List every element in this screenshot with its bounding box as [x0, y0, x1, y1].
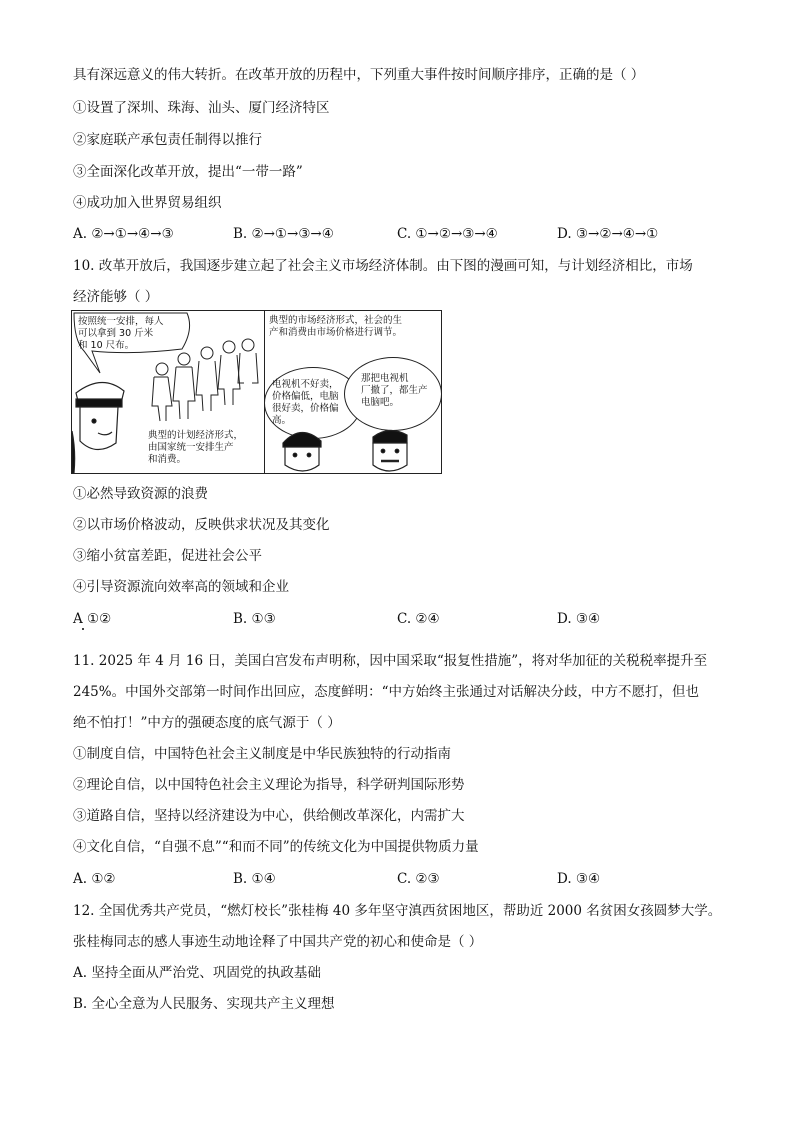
q9-option-d: D. ③→②→④→①: [557, 226, 659, 242]
q10-option-b: B. ①③: [233, 611, 276, 627]
q9-option-a: A. ②→①→④→③: [73, 226, 174, 242]
market-economy-illustration: [265, 423, 443, 473]
q10-option-c: C. ②④: [397, 611, 440, 627]
q12-stem-line2: 张桂梅同志的感人事迹生动地诠释了中国共产党的初心和使命是（ ）: [73, 934, 483, 950]
q10-option-a: A ①②: [73, 611, 112, 627]
q10-item-4: ④引导资源流向效率高的领域和企业: [73, 579, 289, 595]
q11-option-b: B. ①④: [233, 871, 276, 887]
q10-stem-line2: 经济能够（ ）: [73, 289, 159, 305]
q11-stem-line3: 绝不怕打！”中方的强硬态度的底气源于（ ）: [73, 715, 341, 731]
q10-item-3: ③缩小贫富差距，促进社会公平: [73, 548, 262, 564]
q12-option-b: B. 全心全意为人民服务、实现共产主义理想: [73, 996, 335, 1012]
q9-stem: 具有深远意义的伟大转折。在改革开放的历程中，下列重大事件按时间顺序排序，正确的是（ ）: [73, 67, 645, 83]
q11-item-3: ③道路自信，坚持以经济建设为中心，供给侧改革深化，内需扩大: [73, 808, 465, 824]
q10-item-2: ②以市场价格波动，反映供求状况及其变化: [73, 517, 330, 533]
q11-item-2: ②理论自信，以中国特色社会主义理论为指导，科学研判国际形势: [73, 777, 465, 793]
q11-stem-line2: 245%。中国外交部第一时间作出回应，态度鲜明：“中方始终主张通过对话解决分歧，中方不愿打，但也: [73, 684, 699, 700]
q9-item-3: ③全面深化改革开放，提出“一带一路”: [73, 164, 303, 180]
q10-stem-line1: 10. 改革开放后，我国逐步建立起了社会主义市场经济体制。由下图的漫画可知，与计划经济相比，市场: [73, 258, 693, 274]
q11-option-d: D. ③④: [557, 871, 601, 887]
q9-option-b: B. ②→①→③→④: [233, 226, 334, 242]
q11-option-c: C. ②③: [397, 871, 440, 887]
q10-option-d: D. ③④: [557, 611, 601, 627]
comic-right-speech-left: 电视机不好卖， 价格偏低，电脑 很好卖，价格偏 高。: [272, 379, 339, 426]
comic-left-speech: 按照统一安排，每人 可以拿到 30 斤米 和 10 尺布。: [78, 316, 164, 351]
q12-option-a: A. 坚持全面从严治党、巩固党的执政基础: [73, 965, 321, 981]
comic-right-caption: 典型的市场经济形式，社会的生 产和消费由市场价格进行调节。: [269, 315, 403, 338]
q11-item-1: ①制度自信，中国特色社会主义制度是中华民族独特的行动指南: [73, 746, 451, 762]
q11-stem-line1: 11. 2025 年 4 月 16 日，美国白宫发布声明称，因中国采取“报复性措施”，将对华加征的关税税率提升至: [73, 653, 708, 669]
q10-item-1: ①必然导致资源的浪费: [73, 486, 208, 502]
q11-item-4: ④文化自信，“自强不息”“和而不同”的传统文化为中国提供物质力量: [73, 839, 479, 855]
q9-item-1: ①设置了深圳、珠海、汕头、厦门经济特区: [73, 100, 330, 116]
stray-mark: [82, 628, 84, 630]
economy-comic: [71, 310, 442, 474]
comic-left-caption: 典型的计划经济形式， 由国家统一安排生产 和消费。: [148, 430, 244, 465]
q11-option-a: A. ①②: [73, 871, 116, 887]
q9-item-4: ④成功加入世界贸易组织: [73, 195, 222, 211]
q12-stem-line1: 12. 全国优秀共产党员，“燃灯校长”张桂梅 40 多年坚守滇西贫困地区，帮助近 2000 名贫困女孩圆梦大学。: [73, 903, 722, 919]
q9-item-2: ②家庭联产承包责任制得以推行: [73, 132, 262, 148]
comic-right-speech-right: 那把电视机 厂撤了，都生产 电脑吧。: [361, 373, 428, 408]
q9-option-c: C. ①→②→③→④: [397, 226, 498, 242]
